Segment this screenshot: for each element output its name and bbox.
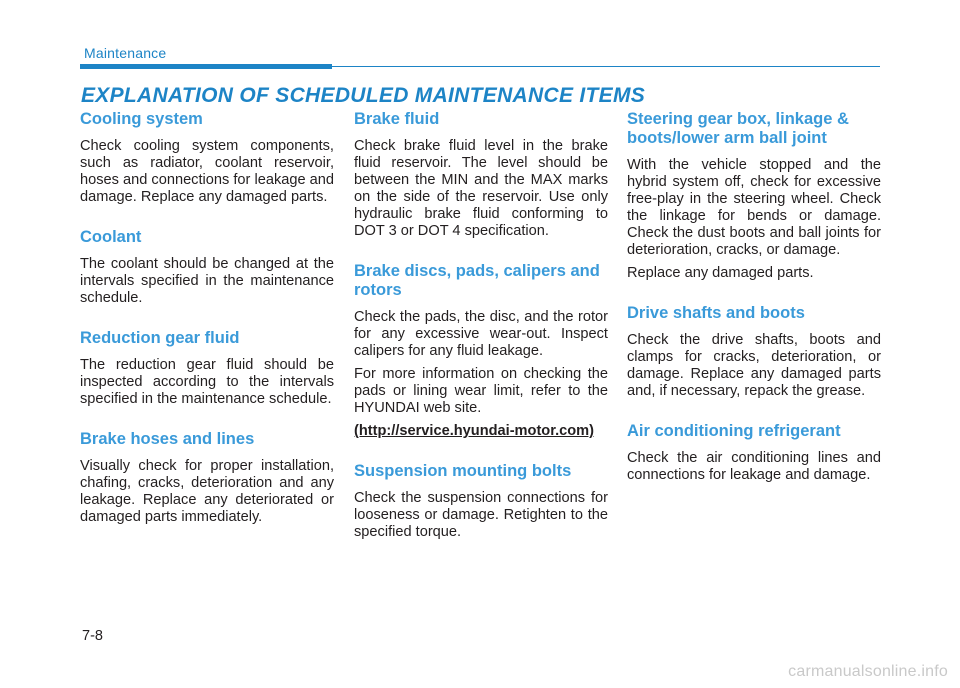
paragraph-suspension-mounting-bolts: Check the suspension connections for looseness or damage. Retighten to the specified torque.	[354, 490, 608, 540]
paragraph-steering-gear-box-2: Replace any damaged parts.	[627, 265, 814, 281]
heading-brake-discs: Brake discs, pads, calipers and rotors	[354, 262, 600, 299]
paragraph-steering-gear-box-1: With the vehicle stopped and the hybrid system off, check for excessive free-play in the steering wheel. Check the linkage for bends or damage. Check the dust boots and ball joints for deterioration, cracks, or damage.	[627, 157, 881, 258]
paragraph-brake-discs-2: For more information on checking the pads or lining wear limit, refer to the HYUNDAI web site.	[354, 366, 608, 416]
heading-suspension-mounting-bolts: Suspension mounting bolts	[354, 462, 572, 480]
heading-brake-fluid: Brake fluid	[354, 110, 440, 128]
heading-air-conditioning-refrigerant: Air conditioning refrigerant	[627, 422, 841, 440]
paragraph-reduction-gear-fluid: The reduction gear fluid should be inspected according to the intervals specified in the maintenance schedule.	[80, 357, 334, 407]
paragraph-brake-fluid: Check brake fluid level in the brake fluid reservoir. The level should be between the MIN and the MAX marks on the side of the reservoir. Use only hydraulic brake fluid conforming to DOT 3 or DOT 4 specification.	[354, 138, 608, 239]
section-title: EXPLANATION OF SCHEDULED MAINTENANCE ITEMS	[81, 84, 646, 107]
page-number: 7-8	[82, 628, 103, 644]
heading-drive-shafts-and-boots: Drive shafts and boots	[627, 304, 805, 322]
hyundai-service-link[interactable]: (http://service.hyundai-motor.com)	[354, 423, 595, 439]
heading-steering-gear-box: Steering gear box, linkage & boots/lower arm ball joint	[627, 110, 849, 147]
header-rule-thin	[332, 66, 880, 67]
heading-coolant: Coolant	[80, 228, 142, 246]
watermark: carmanualsonline.info	[788, 663, 948, 680]
paragraph-brake-discs-1: Check the pads, the disc, and the rotor for any excessive wear-out. Inspect calipers for any fluid leakage.	[354, 309, 608, 359]
paragraph-air-conditioning-refrigerant: Check the air conditioning lines and connections for leakage and damage.	[627, 450, 881, 483]
paragraph-brake-hoses-and-lines: Visually check for proper installation, chafing, cracks, deterioration and any leakage. Replace any deteriorated or damaged parts immediately.	[80, 458, 334, 525]
column-1	[80, 110, 334, 526]
column-2	[354, 110, 608, 541]
heading-reduction-gear-fluid: Reduction gear fluid	[80, 329, 240, 347]
paragraph-drive-shafts-and-boots: Check the drive shafts, boots and clamps for cracks, deterioration, or damage. Replace any damaged parts and, if necessary, repack the grease.	[627, 332, 881, 399]
column-3	[627, 110, 881, 484]
heading-brake-hoses-and-lines: Brake hoses and lines	[80, 430, 255, 448]
heading-cooling-system: Cooling system	[80, 110, 203, 128]
paragraph-cooling-system: Check cooling system components, such as radiator, coolant reservoir, hoses and connections for leakage and damage. Replace any damaged parts.	[80, 138, 334, 205]
paragraph-coolant: The coolant should be changed at the intervals specified in the maintenance schedule.	[80, 256, 334, 306]
header-label: Maintenance	[84, 45, 167, 61]
header-rule-thick	[80, 64, 332, 69]
